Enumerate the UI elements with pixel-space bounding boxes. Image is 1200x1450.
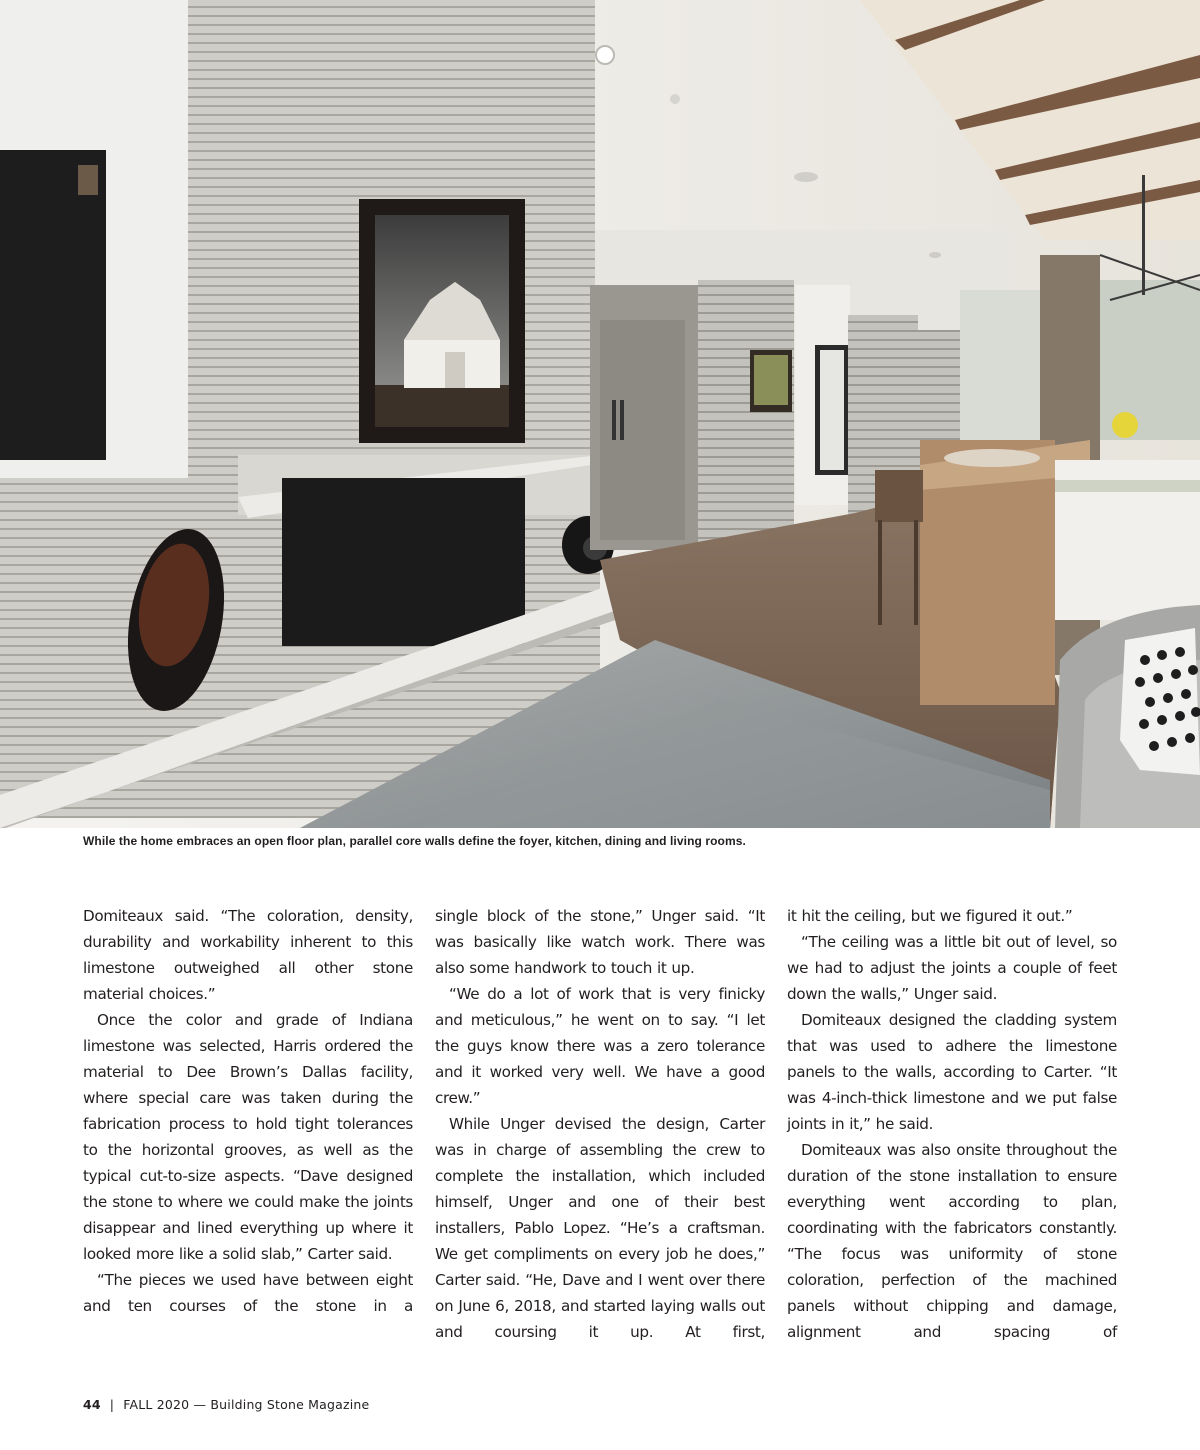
paragraph: While Unger devised the design, Carter was in charge of assembling the crew to complete the installation, which included himself, Unger and one of their best installers, Pablo Lopez. “He’s a craftsman. We get compliments on every job he does,” Carter said. “He, Dave and I went over there on June 6, 2018, and started laying walls out and coursing it up. At first, — [435, 1115, 765, 1341]
issue-label: FALL 2020 — [123, 1397, 190, 1412]
photo-caption: While the home embraces an open floor plan, parallel core walls define the foyer, kitchen, dining and living rooms. — [83, 834, 746, 848]
paragraph: Domiteaux designed the cladding system that was used to adhere the limestone panels to the walls, according to Carter. “It was 4-inch-thick limestone and we put false joints in it,” he said. — [787, 1011, 1117, 1133]
paragraph: Domiteaux said. “The coloration, density, durability and workability inherent to this limestone outweighed all other stone material choices.” — [83, 907, 413, 1003]
paragraph: single block of the stone,” Unger said. “It was basically like watch work. There was also some handwork to touch it up. — [435, 907, 765, 977]
paragraph: “The ceiling was a little bit out of level, so we had to adjust the joints a couple of feet down the walls,” Unger said. — [787, 933, 1117, 1003]
paragraph: “We do a lot of work that is very finicky and meticulous,” he went on to say. “I let the guys know there was a zero tolerance and it worked very well. We have a good crew.” — [435, 985, 765, 1107]
paragraph: “The pieces we used have between eight and ten courses of the stone in a — [83, 1271, 413, 1315]
paragraph: Domiteaux was also onsite throughout the duration of the stone installation to ensure everything went according to plan, coordinating with the fabricators constantly. “The focus was uniformity of stone coloration, perfection of the machined panels without chipping and damage, alignment and spacing of — [787, 1141, 1117, 1341]
page-footer — [83, 1397, 369, 1412]
article-column-3 — [787, 903, 1117, 1353]
paragraph: it hit the ceiling, but we figured it out.” — [787, 907, 1073, 925]
paragraph: Once the color and grade of Indiana limestone was selected, Harris ordered the material to Dee Brown’s Dallas facility, where special care was taken during the fabrication process to hold tight tolerances to the horizontal grooves, as well as the typical cut-to-size aspects. “Dave designed the stone to where we could make the joints disappear and lined everything up where it looked more like a solid slab,” Carter said. — [83, 1011, 413, 1263]
article-column-1 — [83, 903, 413, 1353]
page-number: 44 — [83, 1397, 101, 1412]
publication-name: — Building Stone Magazine — [193, 1397, 370, 1412]
footer-separator: | — [109, 1397, 115, 1412]
article-body — [83, 903, 1117, 1353]
article-column-2 — [435, 903, 765, 1353]
